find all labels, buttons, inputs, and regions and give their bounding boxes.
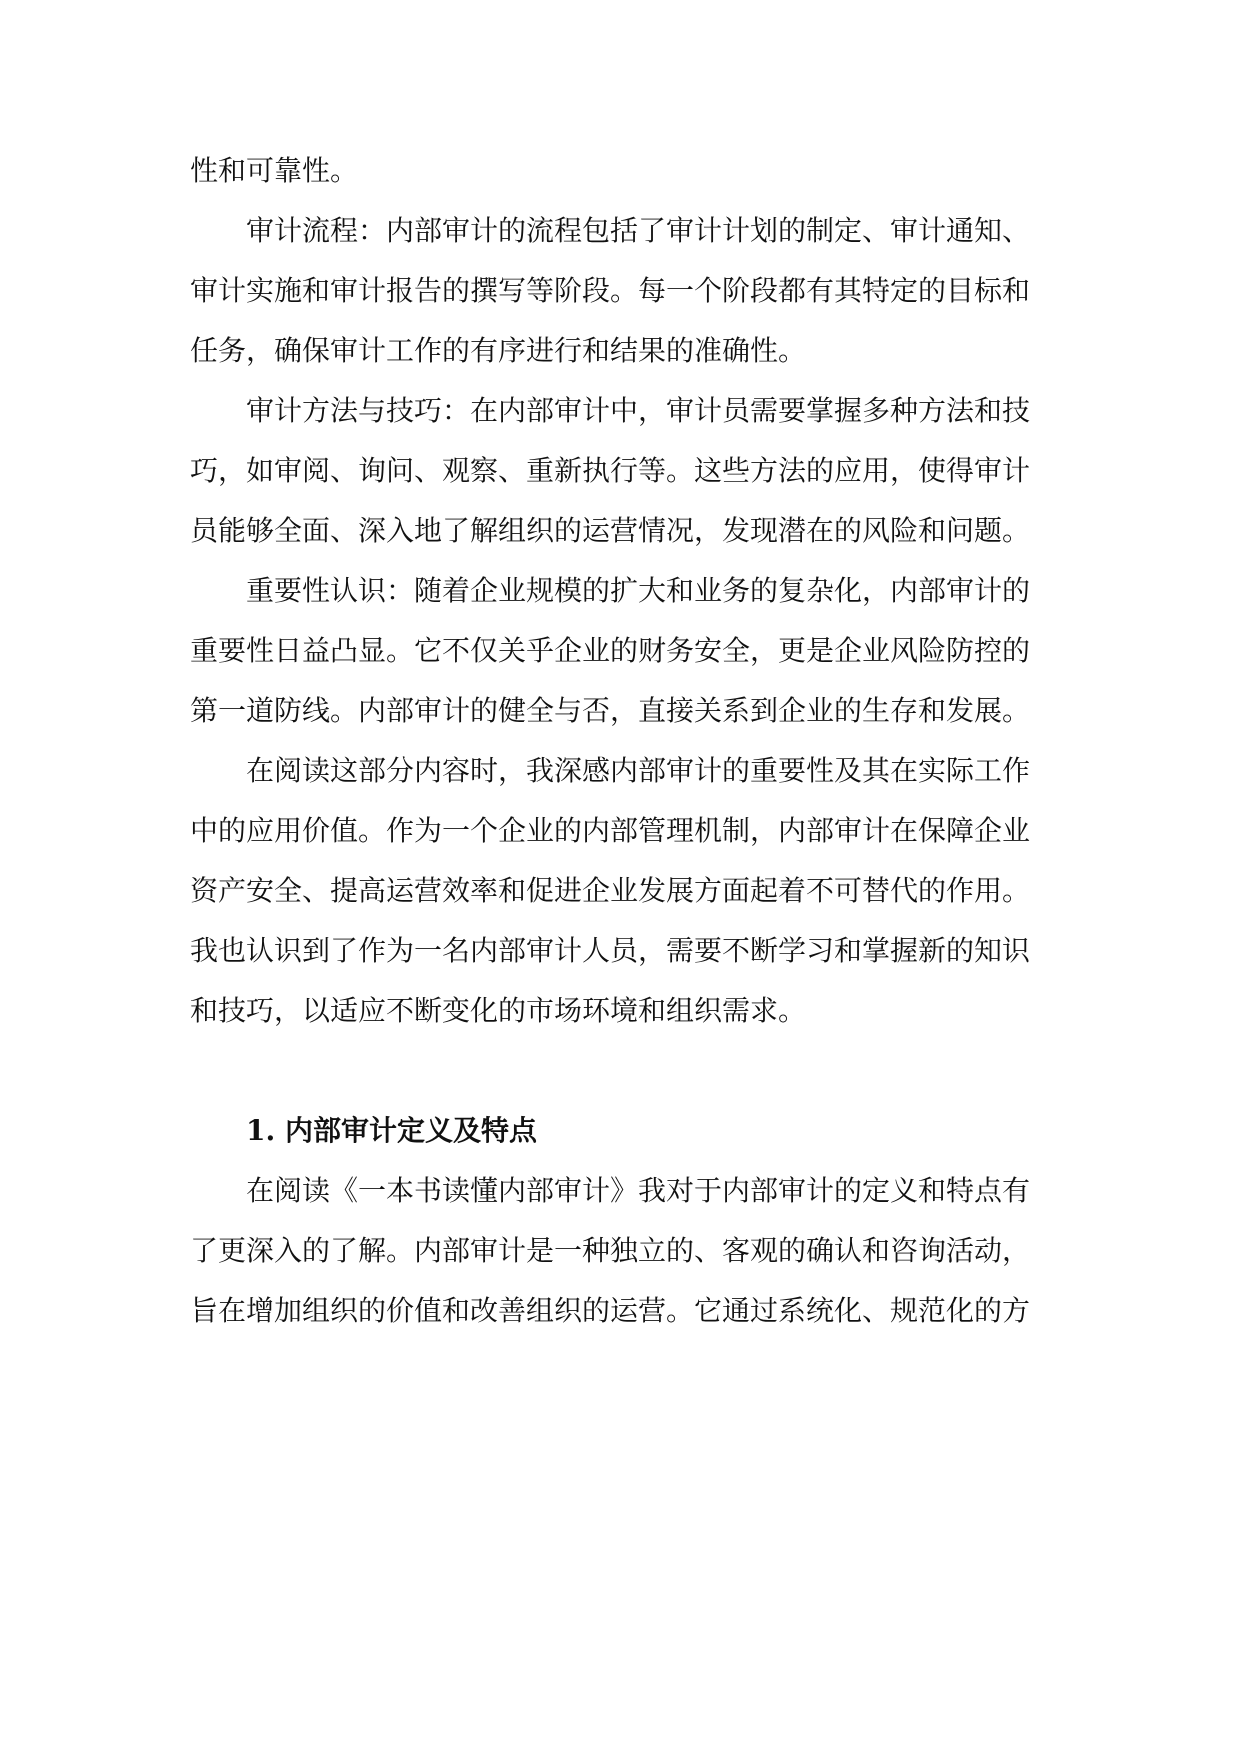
paragraph-line: 性和可靠性。 (190, 154, 359, 187)
body-text (190, 141, 1065, 1341)
paragraph-line: 了更深入的了解。内部审计是一种独立的、客观的确认和咨询活动， (190, 1234, 1031, 1267)
paragraph-line: 审计流程：内部审计的流程包括了审计计划的制定、审计通知、 (246, 214, 1031, 247)
paragraph-line: 员能够全面、深入地了解组织的运营情况，发现潜在的风险和问题。 (190, 514, 1031, 547)
paragraph-line: 我也认识到了作为一名内部审计人员，需要不断学习和掌握新的知识 (190, 934, 1031, 967)
paragraph-line: 和技巧，以适应不断变化的市场环境和组织需求。 (190, 994, 807, 1027)
paragraph-line: 资产安全、提高运营效率和促进企业发展方面起着不可替代的作用。 (190, 874, 1031, 907)
paragraph-line: 巧，如审阅、询问、观察、重新执行等。这些方法的应用，使得审计 (190, 454, 1031, 487)
paragraph-line: 审计实施和审计报告的撰写等阶段。每一个阶段都有其特定的目标和 (190, 274, 1031, 307)
paragraph-line: 中的应用价值。作为一个企业的内部管理机制，内部审计在保障企业 (190, 814, 1031, 847)
section-heading: 1. 内部审计定义及特点 (246, 1114, 537, 1147)
paragraph-line: 在阅读《一本书读懂内部审计》我对于内部审计的定义和特点有 (246, 1174, 1031, 1207)
paragraph-line: 重要性日益凸显。它不仅关乎企业的财务安全，更是企业风险防控的 (190, 634, 1031, 667)
paragraph-line: 在阅读这部分内容时，我深感内部审计的重要性及其在实际工作 (246, 754, 1031, 787)
paragraph-line: 旨在增加组织的价值和改善组织的运营。它通过系统化、规范化的方 (190, 1294, 1031, 1327)
paragraph-line: 重要性认识：随着企业规模的扩大和业务的复杂化，内部审计的 (246, 574, 1031, 607)
paragraph-line: 任务，确保审计工作的有序进行和结果的准确性。 (190, 334, 807, 367)
paragraph-line: 审计方法与技巧：在内部审计中，审计员需要掌握多种方法和技 (246, 394, 1031, 427)
paragraph-line: 第一道防线。内部审计的健全与否，直接关系到企业的生存和发展。 (190, 694, 1031, 727)
